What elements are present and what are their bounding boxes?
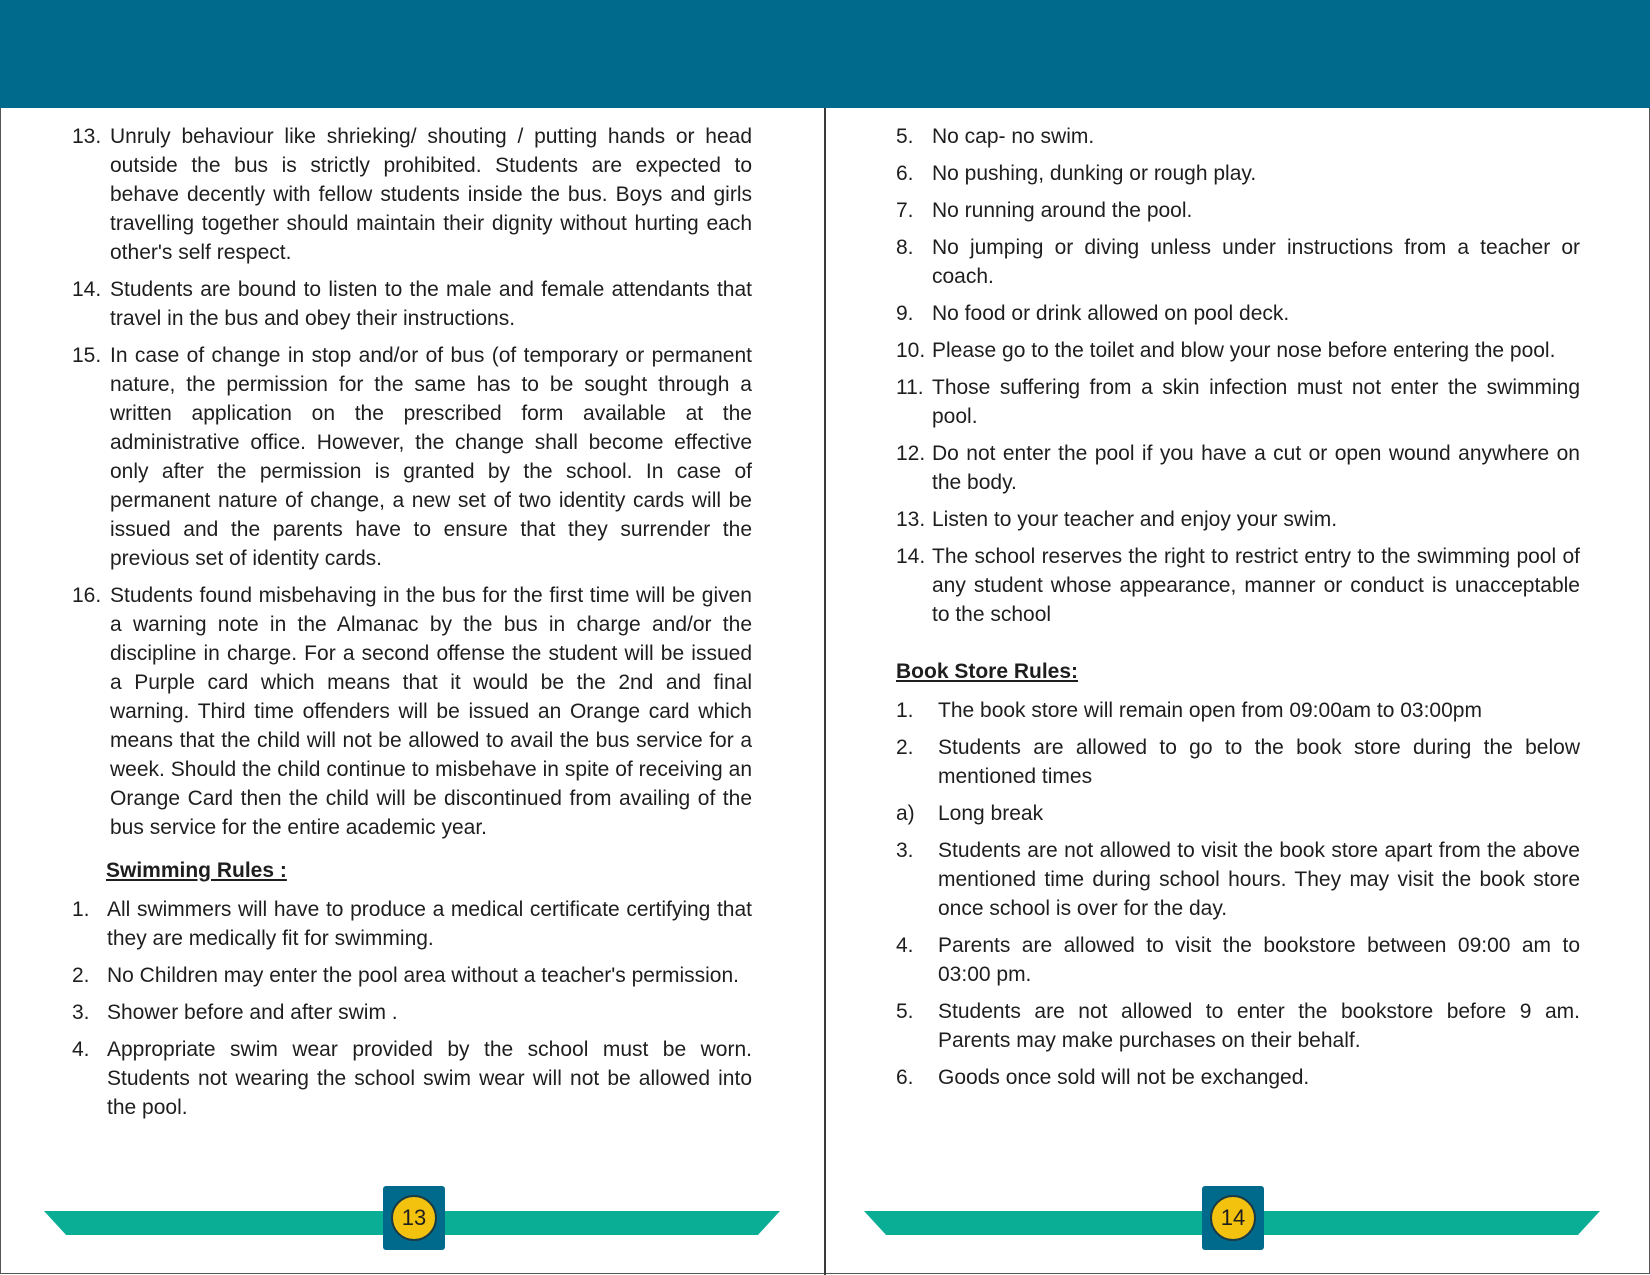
list-item: 9. No food or drink allowed on pool deck.: [896, 302, 1290, 325]
list-item: 16. Students found misbehaving in the bus for the first time will be given a warning note in the Almanac by the bus in charge and/or the discipline in charge. For a second offense the student will be issued a Purple card which means that it would be the 2nd and final warning. Third time offenders will be issued an Orange card which means that the child will not be allowed to avail the bus service for a week. Should the child continue to misbehave in spite of receiving an Orange Card then the child will be discontinued from availing of the bus service for the entire academic year.: [72, 584, 752, 839]
list-item: 13. Unruly behaviour like shrieking/ shouting / putting hands or head outside the bus is strictly prohibited. Students are expected to behave decently with fellow students inside the bus. Boys and girls travelling together should maintain their dignity without hurting each other's self respect.: [72, 125, 752, 264]
list-item: 5. Students are not allowed to enter the bookstore before 9 am. Parents may make purchases on their behalf.: [896, 1000, 1580, 1052]
page-divider: [824, 108, 826, 1275]
list-item: 3. Shower before and after swim .: [72, 1001, 398, 1024]
list-item: 2. No Children may enter the pool area without a teacher's permission.: [72, 964, 739, 987]
list-item: 12. Do not enter the pool if you have a cut or open wound anywhere on the body.: [896, 442, 1580, 494]
page-number: 13: [391, 1195, 437, 1241]
list-item: 7. No running around the pool.: [896, 199, 1193, 222]
page-number: 14: [1210, 1195, 1256, 1241]
list-item: 14. Students are bound to listen to the male and female attendants that travel in the bus and obey their instructions.: [72, 278, 752, 330]
list-item: 5. No cap- no swim.: [896, 125, 1095, 148]
list-item: 13. Listen to your teacher and enjoy your swim.: [896, 508, 1338, 531]
right-page: [896, 122, 1580, 1100]
book-store-rules-list: [896, 696, 1580, 1092]
book-store-rules-heading: Book Store Rules:: [896, 660, 1079, 683]
page-number-badge-right: [1202, 1186, 1264, 1250]
list-item: 1. All swimmers will have to produce a medical certificate certifying that they are medically fit for swimming.: [72, 898, 752, 950]
list-item: 8. No jumping or diving unless under instructions from a teacher or coach.: [896, 236, 1580, 288]
list-item: 10. Please go to the toilet and blow your nose before entering the pool.: [896, 339, 1556, 362]
list-item: 1. The book store will remain open from 09:00am to 03:00pm: [896, 699, 1482, 722]
list-item: 4. Parents are allowed to visit the bookstore between 09:00 am to 03:00 pm.: [896, 934, 1580, 986]
list-item: 15. In case of change in stop and/or of bus (of temporary or permanent nature, the permission for the same has to be sought through a written application on the prescribed form available at the administrative office. However, the change shall become effective only after the permission is granted by the school. In case of permanent nature of change, a new set of two identity cards will be issued and the parents have to ensure that they surrender the previous set of identity cards.: [72, 344, 752, 570]
bus-rules-list: [72, 122, 752, 842]
swimming-rules-continued-list: [896, 122, 1580, 629]
swimming-rules-list: [72, 895, 752, 1122]
list-item: a) Long break: [896, 802, 1044, 825]
list-item: 6. Goods once sold will not be exchanged.: [896, 1066, 1310, 1089]
list-item: 2. Students are allowed to go to the book store during the below mentioned times: [896, 736, 1580, 788]
page-number-badge-left: [383, 1186, 445, 1250]
list-item: 4. Appropriate swim wear provided by the school must be worn. Students not wearing the school swim wear will not be allowed into the pool.: [72, 1038, 752, 1119]
swimming-rules-heading: Swimming Rules :: [106, 859, 287, 882]
list-item: 3. Students are not allowed to visit the book store apart from the above mentioned time during school hours. They may visit the book store once school is over for the day.: [896, 839, 1580, 920]
list-item: 14. The school reserves the right to restrict entry to the swimming pool of any student whose appearance, manner or conduct is unacceptable to the school: [896, 545, 1580, 626]
header-band: [0, 0, 1650, 108]
list-item: 11. Those suffering from a skin infection must not enter the swimming pool.: [896, 376, 1580, 428]
left-page: [72, 122, 752, 1130]
list-item: 6. No pushing, dunking or rough play.: [896, 162, 1257, 185]
